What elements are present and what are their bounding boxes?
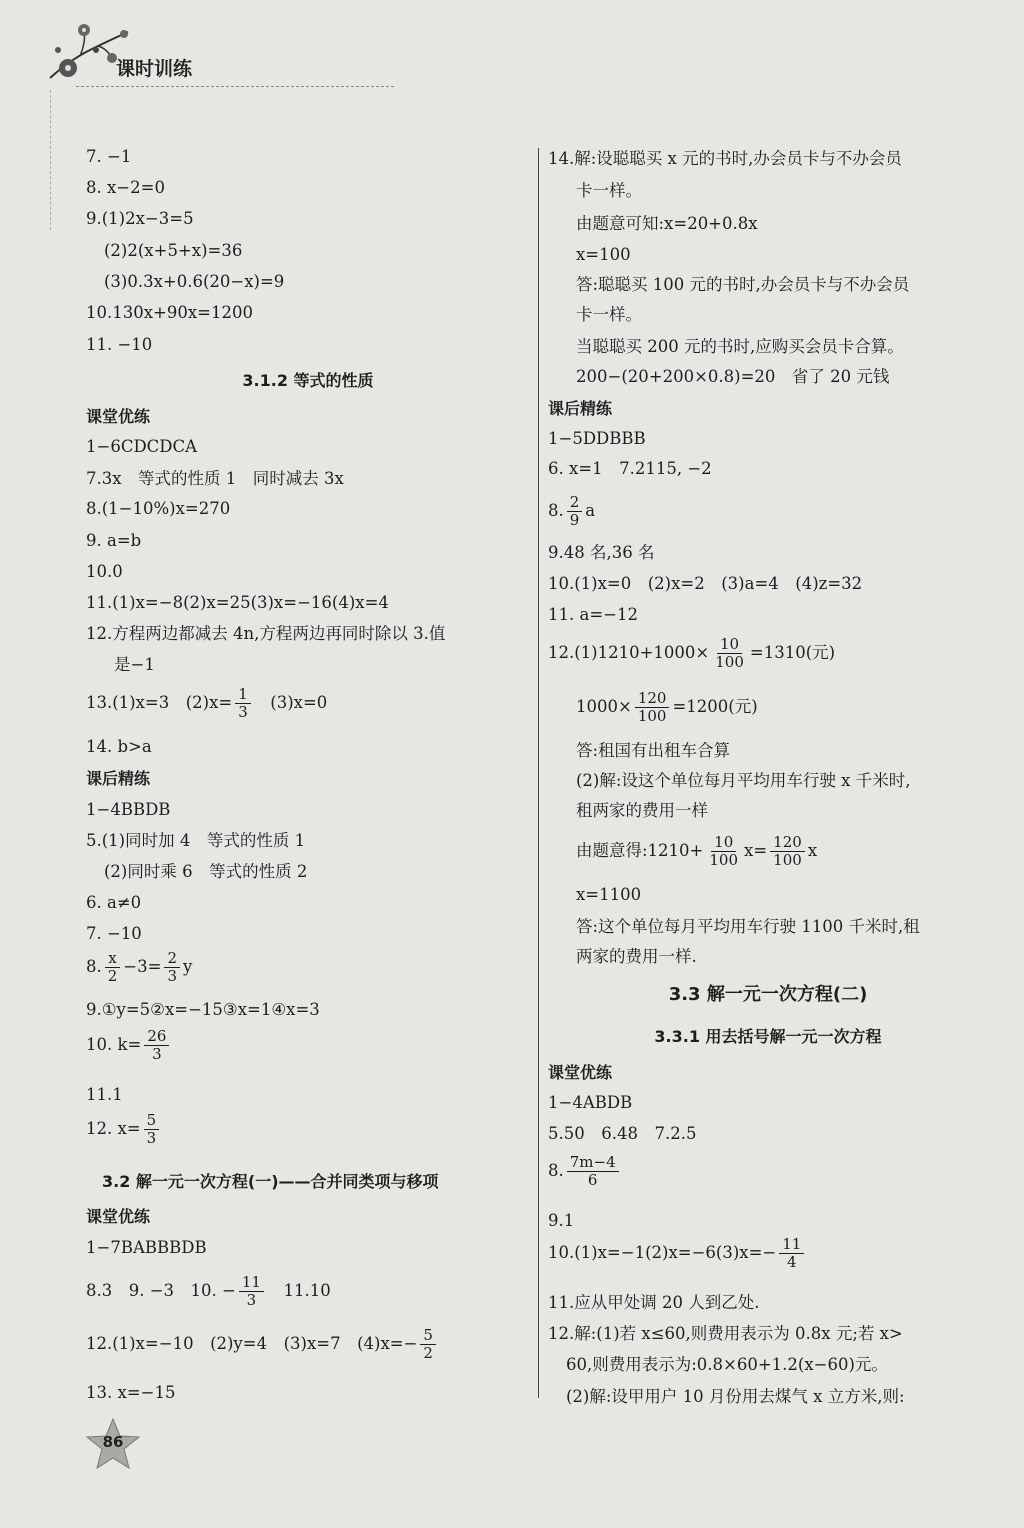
answer-line: 10.0 — [86, 562, 123, 581]
answer-line: 7. −10 — [86, 924, 142, 943]
answer-line: 12.解:(1)若 x≤60,则费用表示为 0.8x 元;若 x> — [548, 1324, 903, 1343]
answer-line: 5.(1)同时加 4 等式的性质 1 — [86, 831, 306, 850]
answer-line: 9.1 — [548, 1211, 575, 1230]
answer-line: 60,则费用表示为:0.8×60+1.2(x−60)元。 — [566, 1355, 888, 1374]
fraction: $\frac{5}{3}$ — [144, 1112, 160, 1147]
answer-line: 7. −1 — [86, 147, 132, 166]
answer-line: 14.解:设聪聪买 x 元的书时,办会员卡与不办会员 — [548, 149, 902, 168]
page-number: 86 — [102, 1433, 124, 1451]
fraction: $\frac{10}{100}$ — [715, 635, 744, 671]
answer-line: 10. k= $\frac{26}{3}$ — [86, 1028, 172, 1063]
section-heading: 3.2 解一元一次方程(一)——合并同类项与移项 — [102, 1172, 439, 1191]
fraction: $\frac{7m-4}{6}$ — [567, 1154, 619, 1189]
answer-line: 12. x= $\frac{5}{3}$ — [86, 1112, 162, 1147]
answer-line: 由题意得:1210+ $\frac{10}{100}$ x= $\frac{120}{100}$ x — [576, 833, 818, 869]
answer-line: 1−4BBDB — [86, 800, 171, 819]
column-divider — [538, 148, 539, 1398]
answer-line: 1−5DDBBB — [548, 429, 646, 448]
answer-line: 200−(20+200×0.8)=20 省了 20 元钱 — [576, 367, 890, 386]
answer-line: (2)解:设这个单位每月平均用车行驶 x 千米时, — [576, 771, 911, 790]
answer-line: 8. $\frac{x}{2}$ −3= $\frac{2}{3}$ y — [86, 949, 193, 985]
section-heading: 3.1.2 等式的性质 — [242, 371, 374, 390]
subsection-label: 课堂优练 — [86, 407, 151, 426]
answer-line: 7.3x 等式的性质 1 同时减去 3x — [86, 469, 344, 488]
answer-line: 13. x=−15 — [86, 1383, 176, 1402]
fraction: $\frac{120}{100}$ — [770, 834, 805, 869]
answer-line: 1−6CDCDCA — [86, 437, 198, 456]
section-heading: 3.3.1 用去括号解一元一次方程 — [654, 1027, 882, 1046]
answer-line: 是−1 — [114, 655, 155, 674]
answer-line: 9.48 名,36 名 — [548, 543, 655, 562]
answer-line: 当聪聪买 200 元的书时,应购买会员卡合算。 — [576, 337, 904, 356]
fraction: $\frac{1}{3}$ — [235, 686, 251, 721]
answer-line: 8.3 9. −3 10. − $\frac{11}{3}$ 11.10 — [86, 1273, 331, 1309]
answer-line: 11.(1)x=−8(2)x=25(3)x=−16(4)x=4 — [86, 593, 389, 612]
fraction: $\frac{26}{3}$ — [144, 1028, 169, 1063]
subsection-label: 课堂优练 — [86, 1207, 151, 1226]
fraction: $\frac{2}{9}$ — [567, 494, 583, 529]
answer-line: 租两家的费用一样 — [576, 801, 708, 820]
answer-line: 5.50 6.48 7.2.5 — [548, 1124, 697, 1143]
fraction: $\frac{10}{100}$ — [709, 833, 739, 869]
answer-line: 11. a=−12 — [548, 605, 638, 624]
fraction: $\frac{11}{3}$ — [239, 1274, 264, 1309]
header-title: 课时训练 — [116, 58, 193, 80]
answer-line: 由题意可知:x=20+0.8x — [576, 214, 758, 233]
answer-line: 卡一样。 — [576, 181, 642, 200]
fraction: $\frac{11}{4}$ — [779, 1236, 804, 1271]
answer-line: 9.①y=5②x=−15③x=1④x=3 — [86, 1000, 320, 1019]
answer-line: 13.(1)x=3 (2)x= $\frac{1}{3}$ (3)x=0 — [86, 685, 328, 721]
answer-line: 答:这个单位每月平均用车行驶 1100 千米时,租 — [576, 917, 920, 936]
answer-line: 12.(1)1210+1000× $\frac{10}{100}$ =1310(元) — [548, 635, 836, 671]
answer-line: 11. −10 — [86, 335, 153, 354]
answer-line: 8. x−2=0 — [86, 178, 165, 197]
answer-line: 14. b>a — [86, 737, 152, 756]
answer-line: 1−7BABBBDB — [86, 1238, 207, 1257]
answer-line: 10.(1)x=0 (2)x=2 (3)a=4 (4)z=32 — [548, 574, 863, 593]
answer-line: 卡一样。 — [576, 305, 642, 324]
fraction: $\frac{120}{100}$ — [635, 690, 670, 725]
header-rule — [76, 86, 394, 87]
header-side-rule — [50, 90, 51, 230]
answer-line: 8. $\frac{2}{9}$ a — [548, 493, 596, 529]
subsection-label: 课后精练 — [548, 399, 613, 418]
answer-line: 答:聪聪买 100 元的书时,办会员卡与不办会员 — [576, 275, 910, 294]
answer-line: 两家的费用一样. — [576, 947, 697, 966]
section-heading: 3.3 解一元一次方程(二) — [668, 984, 868, 1005]
page-header — [40, 20, 360, 90]
answer-line: 答:租国有出租车合算 — [576, 741, 731, 760]
answer-line: 10.130x+90x=1200 — [86, 303, 253, 322]
answer-line: (3)0.3x+0.6(20−x)=9 — [104, 272, 285, 291]
answer-line: 11.应从甲处调 20 人到乙处. — [548, 1293, 760, 1312]
answer-line: 8. $\frac{7m-4}{6}$ — [548, 1154, 622, 1189]
answer-line: (2)同时乘 6 等式的性质 2 — [104, 862, 308, 881]
fraction: $\frac{x}{2}$ — [105, 950, 121, 985]
answer-line: 12.方程两边都减去 4n,方程两边再同时除以 3.值 — [86, 624, 446, 643]
answer-line: 1000× $\frac{120}{100}$ =1200(元) — [576, 689, 758, 725]
answer-line: (2)解:设甲用户 10 月份用去煤气 x 立方米,则: — [566, 1387, 905, 1406]
answer-line: 6. x=1 7.2115, −2 — [548, 459, 712, 478]
fraction: $\frac{5}{2}$ — [420, 1327, 436, 1362]
answer-line: x=100 — [576, 245, 631, 264]
subsection-label: 课堂优练 — [548, 1063, 613, 1082]
answer-line: 6. a≠0 — [86, 893, 142, 912]
answer-line: (2)2(x+5+x)=36 — [104, 241, 243, 260]
answer-line: 9. a=b — [86, 531, 142, 550]
answer-line: 12.(1)x=−10 (2)y=4 (3)x=7 (4)x=− $\frac{5}{2}$ — [86, 1327, 439, 1362]
answer-line: 10.(1)x=−1(2)x=−6(3)x=− $\frac{11}{4}$ — [548, 1236, 807, 1271]
answer-line: 1−4ABDB — [548, 1093, 633, 1112]
answer-line: 11.1 — [86, 1085, 123, 1104]
fraction: $\frac{2}{3}$ — [164, 950, 180, 985]
answer-line: 8.(1−10%)x=270 — [86, 499, 231, 518]
subsection-label: 课后精练 — [86, 769, 151, 788]
answer-line: 9.(1)2x−3=5 — [86, 209, 194, 228]
answer-line: x=1100 — [576, 885, 642, 904]
